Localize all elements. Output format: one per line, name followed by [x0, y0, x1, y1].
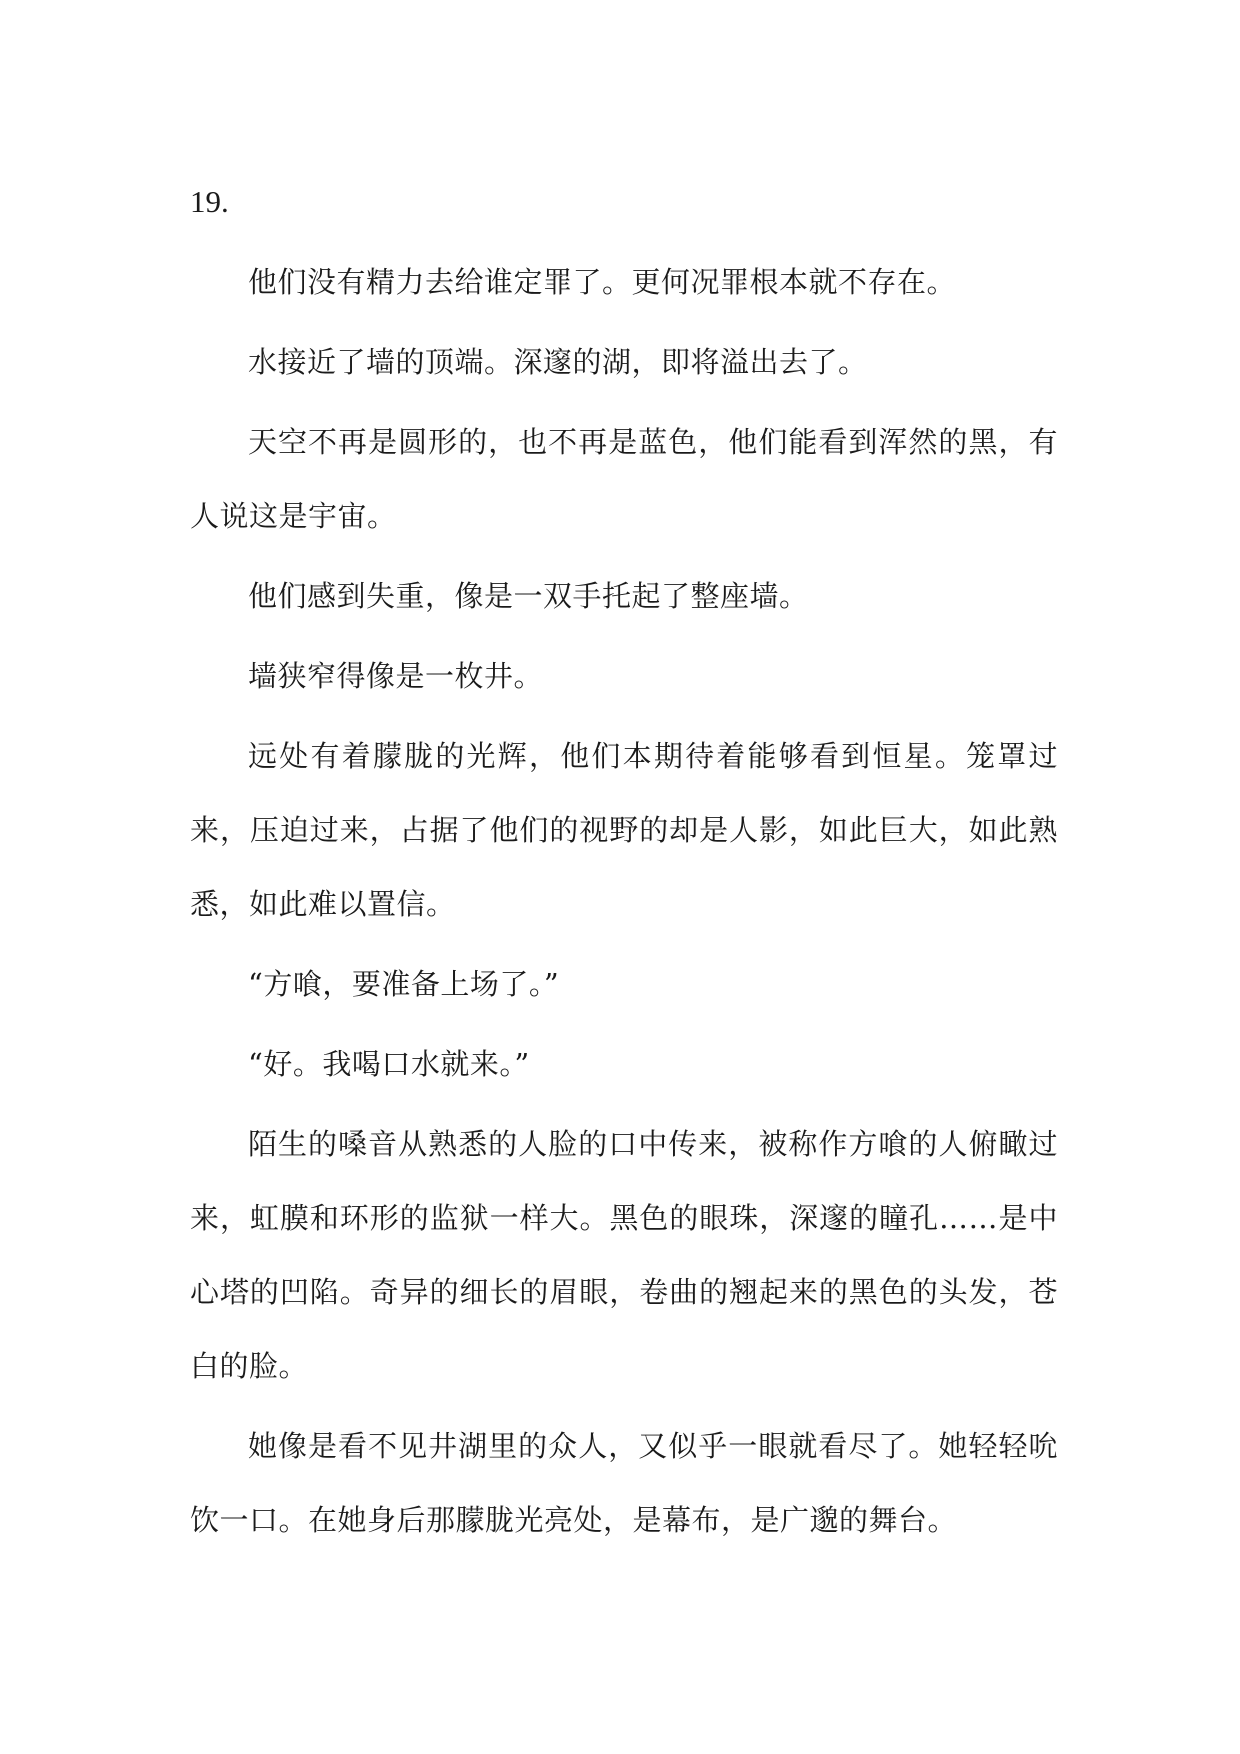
document-body — [190, 165, 1058, 1563]
paragraph-6: 远处有着朦胧的光辉，他们本期待着能够看到恒星。笼罩过来，压迫过来，占据了他们的视野的却是人影，如此巨大，如此熟悉，如此难以置信。 — [190, 739, 1058, 921]
paragraph-4: 他们感到失重，像是一双手托起了整座墙。 — [248, 579, 809, 613]
paragraph-5: 墙狭窄得像是一枚井。 — [248, 659, 544, 693]
dialogue-line-2: “好。我喝口水就来。” — [248, 1047, 530, 1081]
paragraph-2: 水接近了墙的顶端。深邃的湖，即将溢出去了。 — [248, 345, 868, 379]
paragraph-3: 天空不再是圆形的，也不再是蓝色，他们能看到浑然的黑，有人说这是宇宙。 — [190, 425, 1058, 533]
paragraph-9: 陌生的嗓音从熟悉的人脸的口中传来，被称作方喰的人俯瞰过来，虹膜和环形的监狱一样大。黑色的眼珠，深邃的瞳孔……是中心塔的凹陷。奇异的细长的眉眼，卷曲的翘起来的黑色的头发，苍白的脸。 — [190, 1127, 1058, 1383]
dialogue-line-1: “方喰，要准备上场了。” — [248, 967, 560, 1001]
chapter-number: 19. — [190, 184, 229, 219]
paragraph-1: 他们没有精力去给谁定罪了。更何况罪根本就不存在。 — [248, 265, 957, 299]
paragraph-10: 她像是看不见井湖里的众人，又似乎一眼就看尽了。她轻轻吮饮一口。在她身后那朦胧光亮处，是幕布，是广邈的舞台。 — [190, 1429, 1058, 1537]
